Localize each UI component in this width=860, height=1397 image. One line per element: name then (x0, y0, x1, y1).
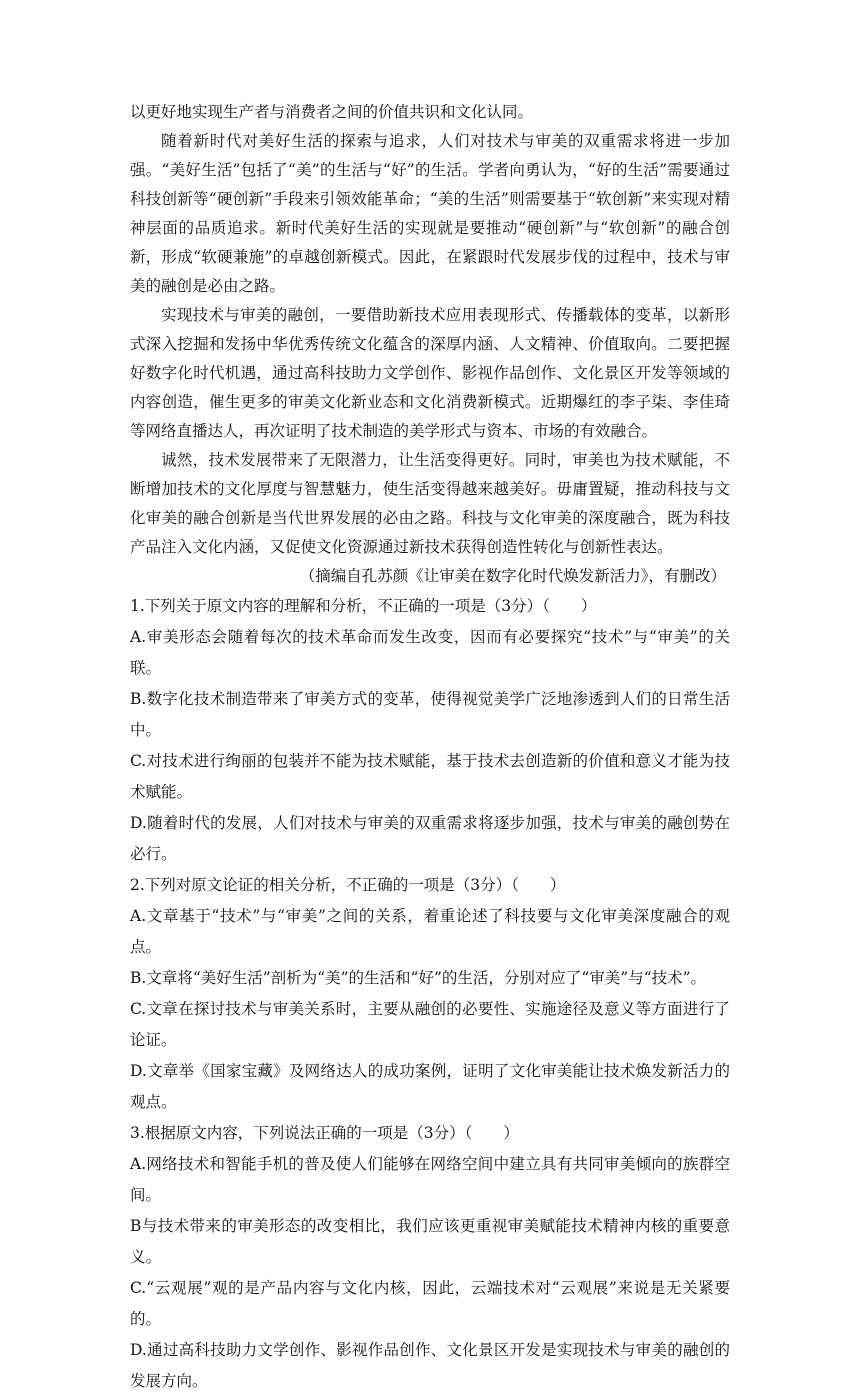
option-d: D.通过高科技助力文学创作、影视作品创作、文化景区开发是实现技术与审美的融创的发展方向。 (130, 1341, 730, 1390)
option-b: B与技术带来的审美形态的改变相比，我们应该更重视审美赋能技术精神内核的重要意义。 (130, 1217, 730, 1266)
option-d: D.文章举《国家宝藏》及网络达人的成功案例，证明了文化审美能让技术焕发新活力的观点。 (130, 1062, 730, 1111)
question-stem: 1.下列关于原文内容的理解和分析，不正确的一项是（3分）（ ） (130, 597, 597, 615)
paragraph-conclusion: 诚然，技术发展带来了无限潜力，让生活变得更好。同时，审美也为技术赋能，不断增加技术的文化厚度与智慧魅力，使生活变得越来越美好。毋庸置疑，推动科技与文化审美的融合创新是当代世界发展的必由之路。科技与文化审美的深度融合，既为科技产品注入文化内涵，又促使文化资源通过新技术获得创造性转化与创新性表达。 (130, 451, 730, 556)
paragraph-implementation: 实现技术与审美的融创，一要借助新技术应用表现形式、传播载体的变革，以新形式深入挖掘和发扬中华优秀传统文化蕴含的深厚内涵、人文精神、价值取向。二要把握好数字化时代机遇，通过高科技助力文学创作、影视作品创作、文化景区开发等领域的内容创造，催生更多的审美文化新业态和文化消费新模式。近期爆红的李子柒、李佳琦等网络直播达人，再次证明了技术制造的美学形式与资本、市场的有效融合。 (130, 306, 730, 440)
question-3 (130, 1118, 730, 1397)
article-text (130, 98, 730, 591)
option-a: A.网络技术和智能手机的普及使人们能够在网络空间中建立具有共同审美倾向的族群空间。 (130, 1155, 730, 1204)
question-stem: 3.根据原文内容，下列说法正确的一项是（3分）（ ） (130, 1124, 519, 1142)
option-c: C.“云观展”观的是产品内容与文化内核，因此，云端技术对“云观展”来说是无关紧要的。 (130, 1279, 730, 1328)
option-a: A.审美形态会随着每次的技术革命而发生改变，因而有必要探究“技术”与“审美”的关联。 (130, 628, 730, 677)
paragraph-continuation: 以更好地实现生产者与消费者之间的价值共识和文化认同。 (130, 103, 534, 121)
question-1 (130, 591, 730, 870)
option-a: A.文章基于“技术”与“审美”之间的关系，着重论述了科技要与文化审美深度融合的观点。 (130, 907, 730, 956)
option-d: D.随着时代的发展，人们对技术与审美的双重需求将逐步加强，技术与审美的融创势在必行。 (130, 814, 730, 863)
question-2 (130, 870, 730, 1118)
document-body (130, 98, 730, 1397)
question-stem: 2.下列对原文论证的相关分析，不正确的一项是（3分）（ ） (130, 876, 566, 894)
option-b: B.数字化技术制造带来了审美方式的变革，使得视觉美学广泛地渗透到人们的日常生活中。 (130, 690, 730, 739)
option-c: C.对技术进行绚丽的包装并不能为技术赋能，基于技术去创造新的价值和意义才能为技术赋能。 (130, 752, 730, 801)
option-c: C.文章在探讨技术与审美关系时，主要从融创的必要性、实施途径及意义等方面进行了论证。 (130, 1000, 730, 1049)
paragraph-beautiful-life: 随着新时代对美好生活的探索与追求，人们对技术与审美的双重需求将进一步加强。“美好生活”包括了“美”的生活与“好”的生活。学者向勇认为，“好的生活”需要通过科技创新等“硬创新”手段来引领效能革命；“美的生活”则需要基于“软创新”来实现对精神层面的品质追求。新时代美好生活的实现就是要推动“硬创新”与“软创新”的融合创新，形成“软硬兼施”的卓越创新模式。因此，在紧跟时代发展步伐的过程中，技术与审美的融创是必由之路。 (130, 132, 730, 295)
option-b: B.文章将“美好生活”剖析为“美”的生活和“好”的生活，分别对应了“审美”与“技术”。 (130, 969, 707, 987)
source-citation: （摘编自孔苏颜《让审美在数字化时代焕发新活力》，有删改） (299, 567, 726, 585)
